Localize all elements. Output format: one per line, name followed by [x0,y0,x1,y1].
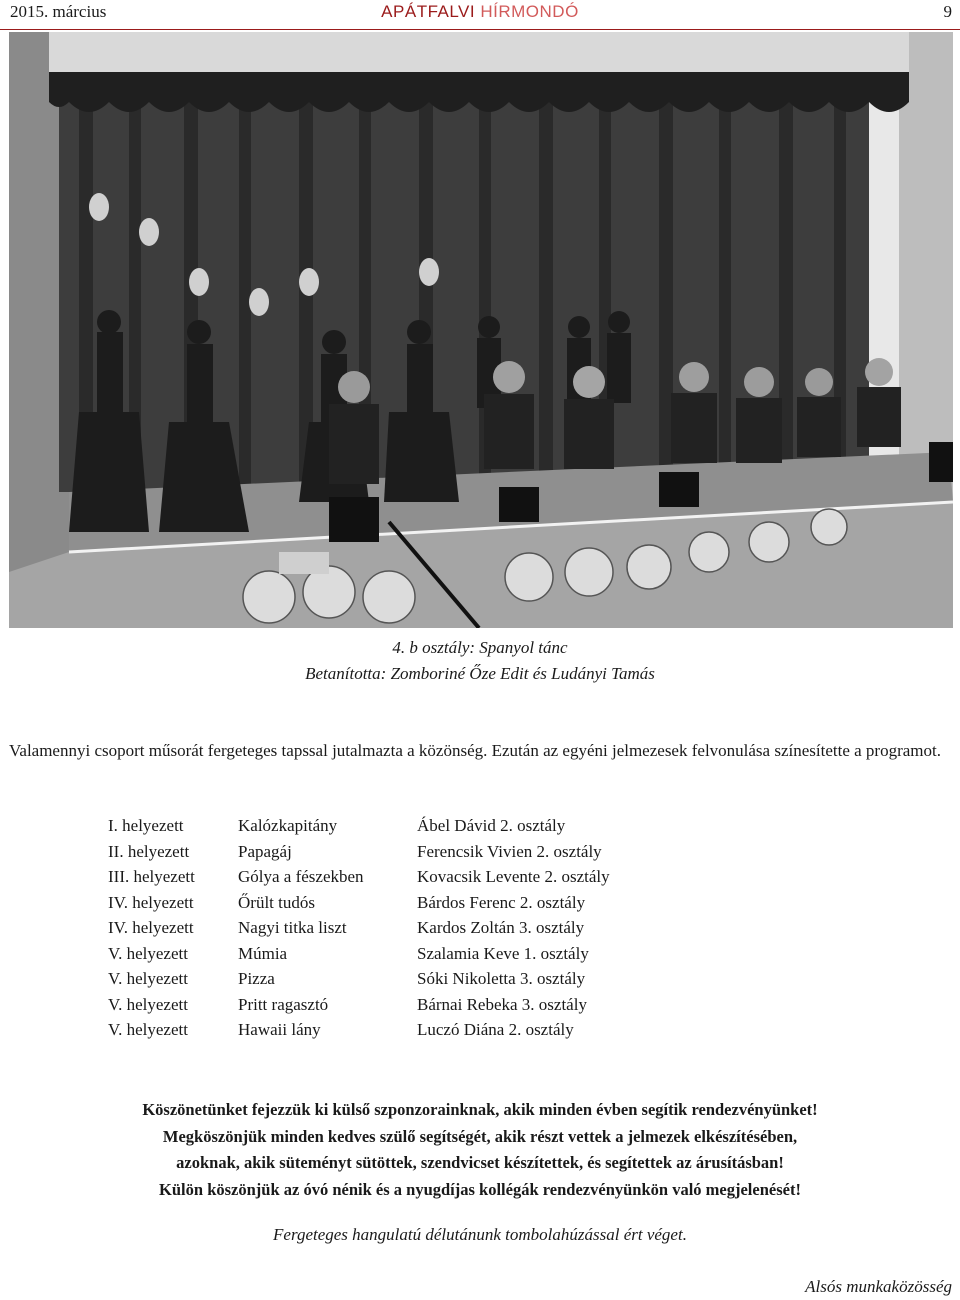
issue-date: 2015. március [10,2,107,21]
placement-costume: Pizza [238,969,275,988]
placement-rank: V. helyezett [108,1020,188,1039]
placement-costume: Őrült tudós [238,892,315,912]
placement-rank: IV. helyezett [108,918,194,937]
placement-costume: Pritt ragasztó [238,994,329,1014]
newspaper-title [0,2,960,22]
photo-caption-title: 4. b osztály: Spanyol tánc [392,638,568,657]
thanks-line-bakers: azoknak, akik süteményt sütöttek, szendvicset készítettek, és segítettek az árusításban! [176,1153,784,1172]
placement-costume: Gólya a fészekben [238,867,364,886]
placement-rank: IV. helyezett [108,892,194,912]
placement-person: Bárnai Rebeka 3. osztály [417,994,587,1014]
thanks-block [0,1097,960,1203]
placement-person: Ferencsik Vivien 2. osztály [417,841,602,861]
newspaper-title-part1: APÁTFALVI [381,2,476,21]
placement-person: Sóki Nikoletta 3. osztály [417,969,586,988]
placement-person: Kardos Zoltán 3. osztály [417,918,585,937]
newspaper-title-part2: HÍRMONDÓ [480,2,579,21]
placement-rank: II. helyezett [108,841,190,861]
placement-person: Bárdos Ferenc 2. osztály [417,892,586,912]
placement-rank: I. helyezett [108,816,184,835]
placement-rank: V. helyezett [108,943,188,963]
placement-costume: Múmia [238,943,288,963]
thanks-line-parents: Megköszönjük minden kedves szülő segítségét, akik részt vettek a jelmezek elkészítésében, [162,1126,798,1146]
page-header [0,0,960,30]
closing-sentence: Fergeteges hangulatú délutánunk tombolahúzással ért véget. [273,1225,687,1244]
placement-costume: Hawaii lány [238,1020,321,1039]
placement-costume: Kalózkapitány [238,816,338,835]
placement-rank: V. helyezett [108,969,188,988]
thanks-line-colleagues: Külön köszönjük az óvó nénik és a nyugdíjas kollégák rendezvényünkön való megjelenését! [159,1179,801,1199]
photo-caption-credit: Betanította: Zomboriné Őze Edit és Ludányi Tamás [305,664,655,683]
author-signature: Alsós munkaközösség [805,1277,952,1296]
placement-person: Kovacsik Levente 2. osztály [417,867,610,886]
intro-paragraph: Valamennyi csoport műsorát fergeteges tapssal jutalmazta a közönség. Ezután az egyéni jelmezesek felvonulása színesítette a programot. [9,741,941,760]
thanks-line-sponsors: Köszönetünket fejezzük ki külső szponzorainknak, akik minden évben segítik rendezvényünket! [142,1100,818,1119]
placement-rank: III. helyezett [108,867,195,886]
placement-rank: V. helyezett [108,994,188,1014]
placement-person: Szalamia Keve 1. osztály [417,943,589,963]
placement-costume: Nagyi titka liszt [238,918,347,937]
page-number: 9 [943,2,952,21]
stage-photo [9,32,953,628]
header-rule [0,29,960,30]
placement-person: Luczó Diána 2. osztály [417,1020,574,1039]
placement-costume: Papagáj [238,841,292,861]
placement-person: Ábel Dávid 2. osztály [417,816,566,835]
